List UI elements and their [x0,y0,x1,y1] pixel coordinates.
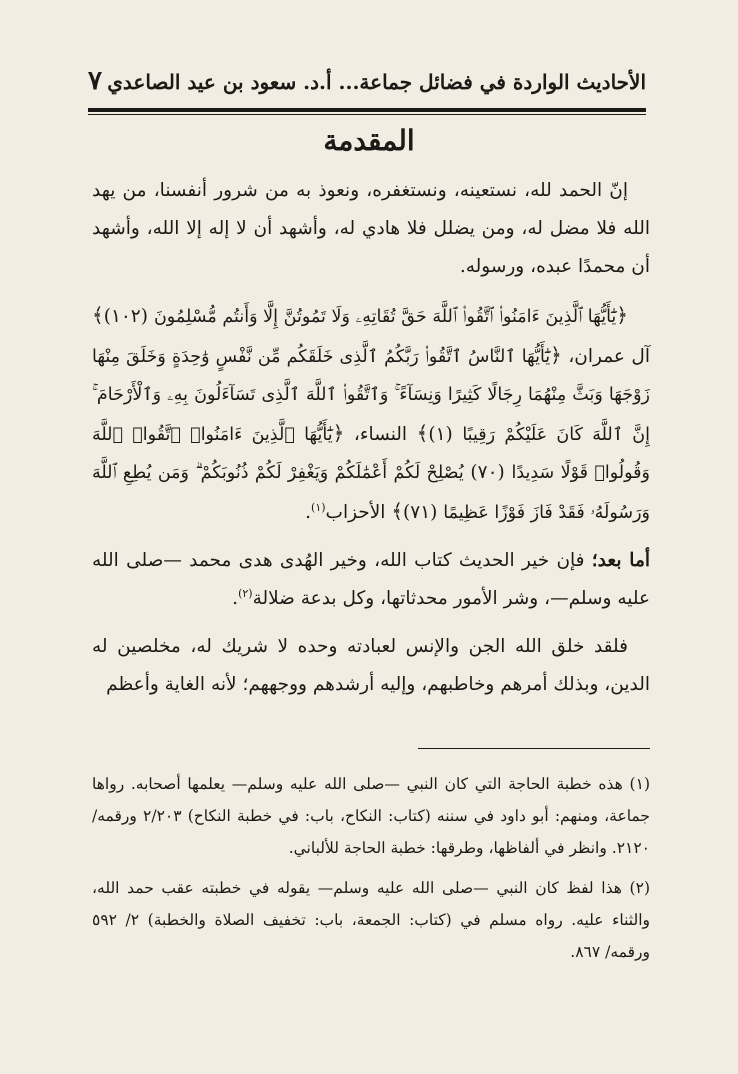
verse-3: يَٰٓأَيُّهَا ٱلَّذِينَ ءَامَنُوا۟ ٱتَّقُوا۟ ٱللَّهَ وَقُولُوا۟ قَوْلًا سَدِيدًا [92,425,650,483]
ornate-bracket-open: ﴿ [550,343,562,367]
ornate-bracket-open: ﴿ [332,421,345,445]
verse-1: يَٰٓأَيُّهَا ٱلَّذِينَ ءَامَنُوا۟ ٱتَّقُوا۟ ٱللَّهَ حَقَّ تُقَاتِهِۦ وَلَا تَمُوتُنَّ إِلَّا وَأَنتُم مُّسْلِمُونَ [153,307,617,327]
page-number: ٧ [88,66,102,96]
surah-name-2: النساء، [353,424,408,445]
paragraph-verses: ﴿يَٰٓأَيُّهَا ٱلَّذِينَ ءَامَنُوا۟ ٱتَّقُوا۟ ٱللَّهَ حَقَّ تُقَاتِهِۦ وَلَا تَمُوتُنَّ إِلَّا وَأَنتُم مُّسْلِمُونَ (١٠٢)﴾ آل عمران، ﴿يَٰٓأَيُّهَا ٱلنَّاسُ ٱتَّقُوا۟ رَبَّكُمُ ٱلَّذِى خَلَقَكُم مِّن نَّفْسٍ وَٰحِدَةٍ وَخَلَقَ مِنْهَا زَوْجَهَا وَبَثَّ مِنْهُمَا رِجَالًا كَثِيرًا وَنِسَآءً ۚ وَٱتَّقُوا۟ ٱللَّهَ ٱلَّذِى تَسَآءَلُونَ بِهِۦ وَٱلْأَرْحَامَ ۚ إِنَّ ٱللَّهَ كَانَ عَلَيْكُمْ رَقِيبًا (١)﴾ النساء، ﴿يَٰٓأَيُّهَا ٱلَّذِينَ ءَامَنُوا۟ ٱتَّقُوا۟ ٱللَّهَ وَقُولُوا۟ قَوْلًا سَدِيدًا (٧٠) يُصْلِحْ لَكُمْ أَعْمَٰلَكُمْ وَيَغْفِرْ لَكُمْ ذُنُوبَكُمْ ۗ وَمَن يُطِعِ ٱللَّهَ وَرَسُولَهُۥ فَقَدْ فَازَ فَوْزًا عَظِيمًا (٧١)﴾ الأحزاب$^{(١)}$. [92,303,650,523]
amma-baad-text: فإن خير الحديث كتاب الله، وخير الهُدى هدى محمد —صلى الله عليه وسلم—، وشر الأمور محدثاتها، وكل بدعة ضلالة [92,550,650,609]
section-title: المقدمة [323,124,415,157]
footnote-ref-1: (١) [311,500,326,514]
verse-4: يُصْلِحْ لَكُمْ أَعْمَٰلَكُمْ وَيَغْفِرْ لَكُمْ ذُنُوبَكُمْ ۗ وَمَن يُطِعِ ٱللَّهَ وَرَسُولَهُۥ فَقَدْ فَازَ فَوْزًا عَظِيمًا [92,463,650,523]
header-rule-thin [88,114,646,115]
footnote-2: (٢) هذا لفظ كان النبي —صلى الله عليه وسلم— يقوله في خطبته عقب حمد الله، والثناء عليه. رواه مسلم في (كتاب: الجمعة، باب: تخفيف الصلاة والخطبة) ٢/ ٥٩٢ ورقمه/ ٨٦٧. [92,879,650,961]
footnote-separator [418,748,650,749]
verse-3-number: ٧٠ [477,462,498,483]
verse-1-number: ١٠٢ [110,306,141,327]
header-rule-thick [88,108,646,112]
paragraph-purpose: فلقد خلق الله الجن والإنس لعبادته وحده لا شريك له، مخلصين له الدين، وبذلك أمرهم وخاطبهم، وإليه أرشدهم ووجههم؛ لأنه الغاية وأعظم [92,636,650,695]
footnote-1: (١) هذه خطبة الحاجة التي كان النبي —صلى الله عليه وسلم— يعلمها أصحابه. رواها جماعة، ومنهم: أبو داود في سننه (كتاب: النكاح، باب: في خطبة النكاح) ٢/٢٠٣ ورقمه/ ٢١٢٠. وانظر في ألفاظها، وطرقها: خطبة الحاجة للألباني. [92,775,650,857]
paragraph-amma-baad: أما بعد؛ فإن خير الحديث كتاب الله، وخير الهُدى هدى محمد —صلى الله عليه وسلم—، وشر الأمور محدثاتها، وكل بدعة ضلالة$^{(٢)}$. [92,550,650,609]
body-text [92,172,650,714]
surah-name-3: الأحزاب [325,502,386,523]
footnotes [92,768,650,976]
ornate-bracket-close: ﴾ [92,303,104,327]
ornate-bracket-close: ﴾ [416,421,429,445]
verse-2-number: ١ [435,424,446,445]
page-header [88,66,646,106]
verse-2: يَٰٓأَيُّهَا ٱلنَّاسُ ٱتَّقُوا۟ رَبَّكُمُ ٱلَّذِى خَلَقَكُم مِّن نَّفْسٍ وَٰحِدَةٍ وَخَلَقَ مِنْهَا زَوْجَهَا وَبَثَّ مِنْهُمَا رِجَالًا كَثِيرًا وَنِسَآءً ۚ وَٱتَّقُوا۟ ٱللَّهَ ٱلَّذِى تَسَآءَلُونَ بِهِۦ وَٱلْأَرْحَامَ ۚ إِنَّ ٱللَّهَ كَانَ عَلَيْكُمْ رَقِيبًا [92,347,650,445]
footnote-ref-2: (٢) [238,586,253,600]
verse-4-number: ٧١ [410,502,431,523]
paragraph-opening: إنّ الحمد لله، نستعينه، ونستغفره، ونعوذ به من شرور أنفسنا، من يهد الله فلا مضل له، ومن يضلل فلا هادي له، وأشهد أن لا إله إلا الله، وأشهد أن محمدًا عبده، ورسوله. [92,180,650,277]
amma-baad-label: أما بعد؛ [591,550,650,571]
running-title: الأحاديث الواردة في فضائل جماعة... أ.د. سعود بن عيد الصاعدي [107,70,646,94]
ornate-bracket-close: ﴾ [391,499,404,523]
ornate-bracket-open: ﴿ [616,303,628,327]
surah-name-1: آل عمران، [568,346,650,367]
